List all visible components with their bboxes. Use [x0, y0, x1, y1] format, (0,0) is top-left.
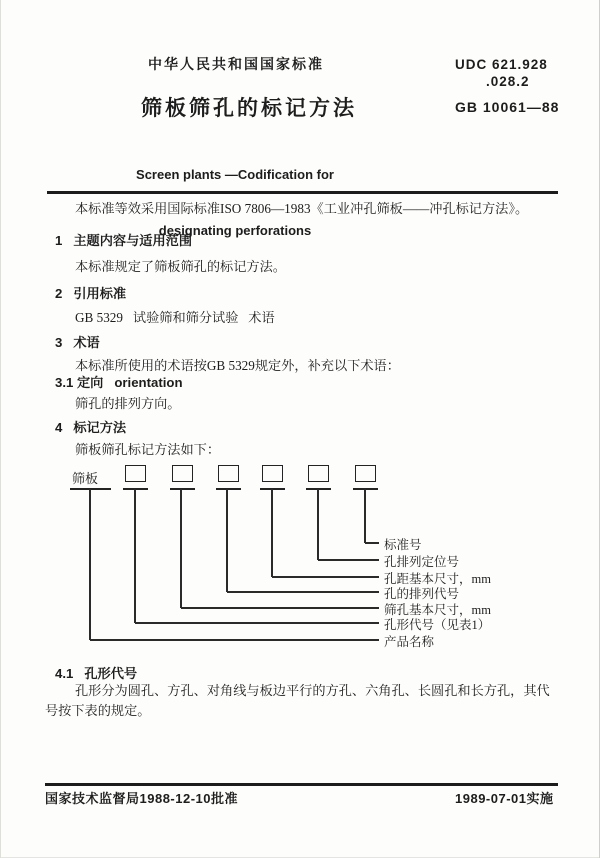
approval-note: 国家技术监督局1988-12-10批准	[45, 791, 238, 806]
diagram-box-6	[355, 465, 376, 482]
diagram-box-5	[308, 465, 329, 482]
diagram-label-hole-shape-code: 孔形代号（见表1）	[384, 618, 491, 632]
diagram-label-arrangement-code: 孔的排列代号	[384, 587, 460, 601]
connector-line	[135, 622, 379, 624]
designation-diagram	[0, 464, 600, 660]
section-2-heading: 2 引用标准	[55, 286, 127, 301]
udc-number-line1: UDC 621.928	[455, 57, 548, 72]
connector-line	[134, 489, 136, 623]
diagram-box-1	[125, 465, 146, 482]
connector-line	[180, 489, 182, 608]
english-title-line1: Screen plants —Codification for	[136, 167, 334, 182]
section-4-paragraph: 筛板筛孔标记方法如下：	[75, 442, 221, 457]
national-standard-heading: 中华人民共和国国家标准	[148, 56, 324, 72]
connector-line	[226, 489, 228, 592]
connector-line	[272, 576, 379, 578]
connector-line	[89, 489, 91, 640]
section-3-heading: 3 术语	[55, 335, 100, 350]
diagram-label-standard-no: 标准号	[384, 538, 422, 552]
english-title-line2: designating perforations	[158, 222, 312, 238]
section-4-1-paragraph: 孔形分为圆孔、方孔、对角线与板边平行的方孔、六角孔、长圆孔和长方孔，其代号按下表的规定。	[45, 683, 550, 718]
section-4-1-heading: 4.1 孔形代号	[55, 666, 138, 681]
intro-paragraph: 本标准等效采用国际标准ISO 7806—1983《工业冲孔筛板——冲孔标记方法》。	[75, 201, 529, 216]
diagram-box-2	[172, 465, 193, 482]
section-4-heading: 4 标记方法	[55, 420, 127, 435]
footer-divider	[45, 783, 558, 786]
header-divider	[47, 191, 558, 194]
connector-line	[364, 489, 366, 543]
udc-number-line2: .028.2	[486, 74, 530, 89]
implementation-note: 1989-07-01实施	[455, 791, 554, 806]
connector-line	[365, 542, 379, 544]
section-3-1-heading: 3.1 定向 orientation	[55, 375, 183, 390]
diagram-label-product-name: 产品名称	[384, 635, 435, 649]
section-1-heading: 1 主题内容与适用范围	[55, 233, 193, 248]
diagram-box-4	[262, 465, 283, 482]
diagram-box-3	[218, 465, 239, 482]
connector-line	[271, 489, 273, 577]
diagram-label-pitch-size: 孔距基本尺寸，mm	[384, 572, 491, 586]
diagram-label-orientation-no: 孔排列定位号	[384, 555, 460, 569]
connector-line	[181, 607, 379, 609]
section-1-paragraph: 本标准规定了筛板筛孔的标记方法。	[75, 259, 286, 274]
diagram-box-underline	[170, 488, 195, 490]
section-3-1-paragraph: 筛孔的排列方向。	[75, 396, 181, 411]
diagram-box-underline	[216, 488, 241, 490]
document-title: 筛板筛孔的标记方法	[141, 97, 357, 120]
diagram-prefix-label: 筛板	[72, 471, 99, 486]
diagram-label-hole-size: 筛孔基本尺寸，mm	[384, 603, 491, 617]
connector-line	[318, 559, 379, 561]
section-2-paragraph: GB 5329 试验筛和筛分试验 术语	[75, 310, 275, 325]
section-3-paragraph: 本标准所使用的术语按GB 5329规定外，补充以下术语：	[75, 358, 400, 373]
connector-line	[227, 591, 379, 593]
connector-line	[317, 489, 319, 560]
connector-line	[90, 639, 379, 641]
standard-number: GB 10061—88	[455, 99, 560, 115]
